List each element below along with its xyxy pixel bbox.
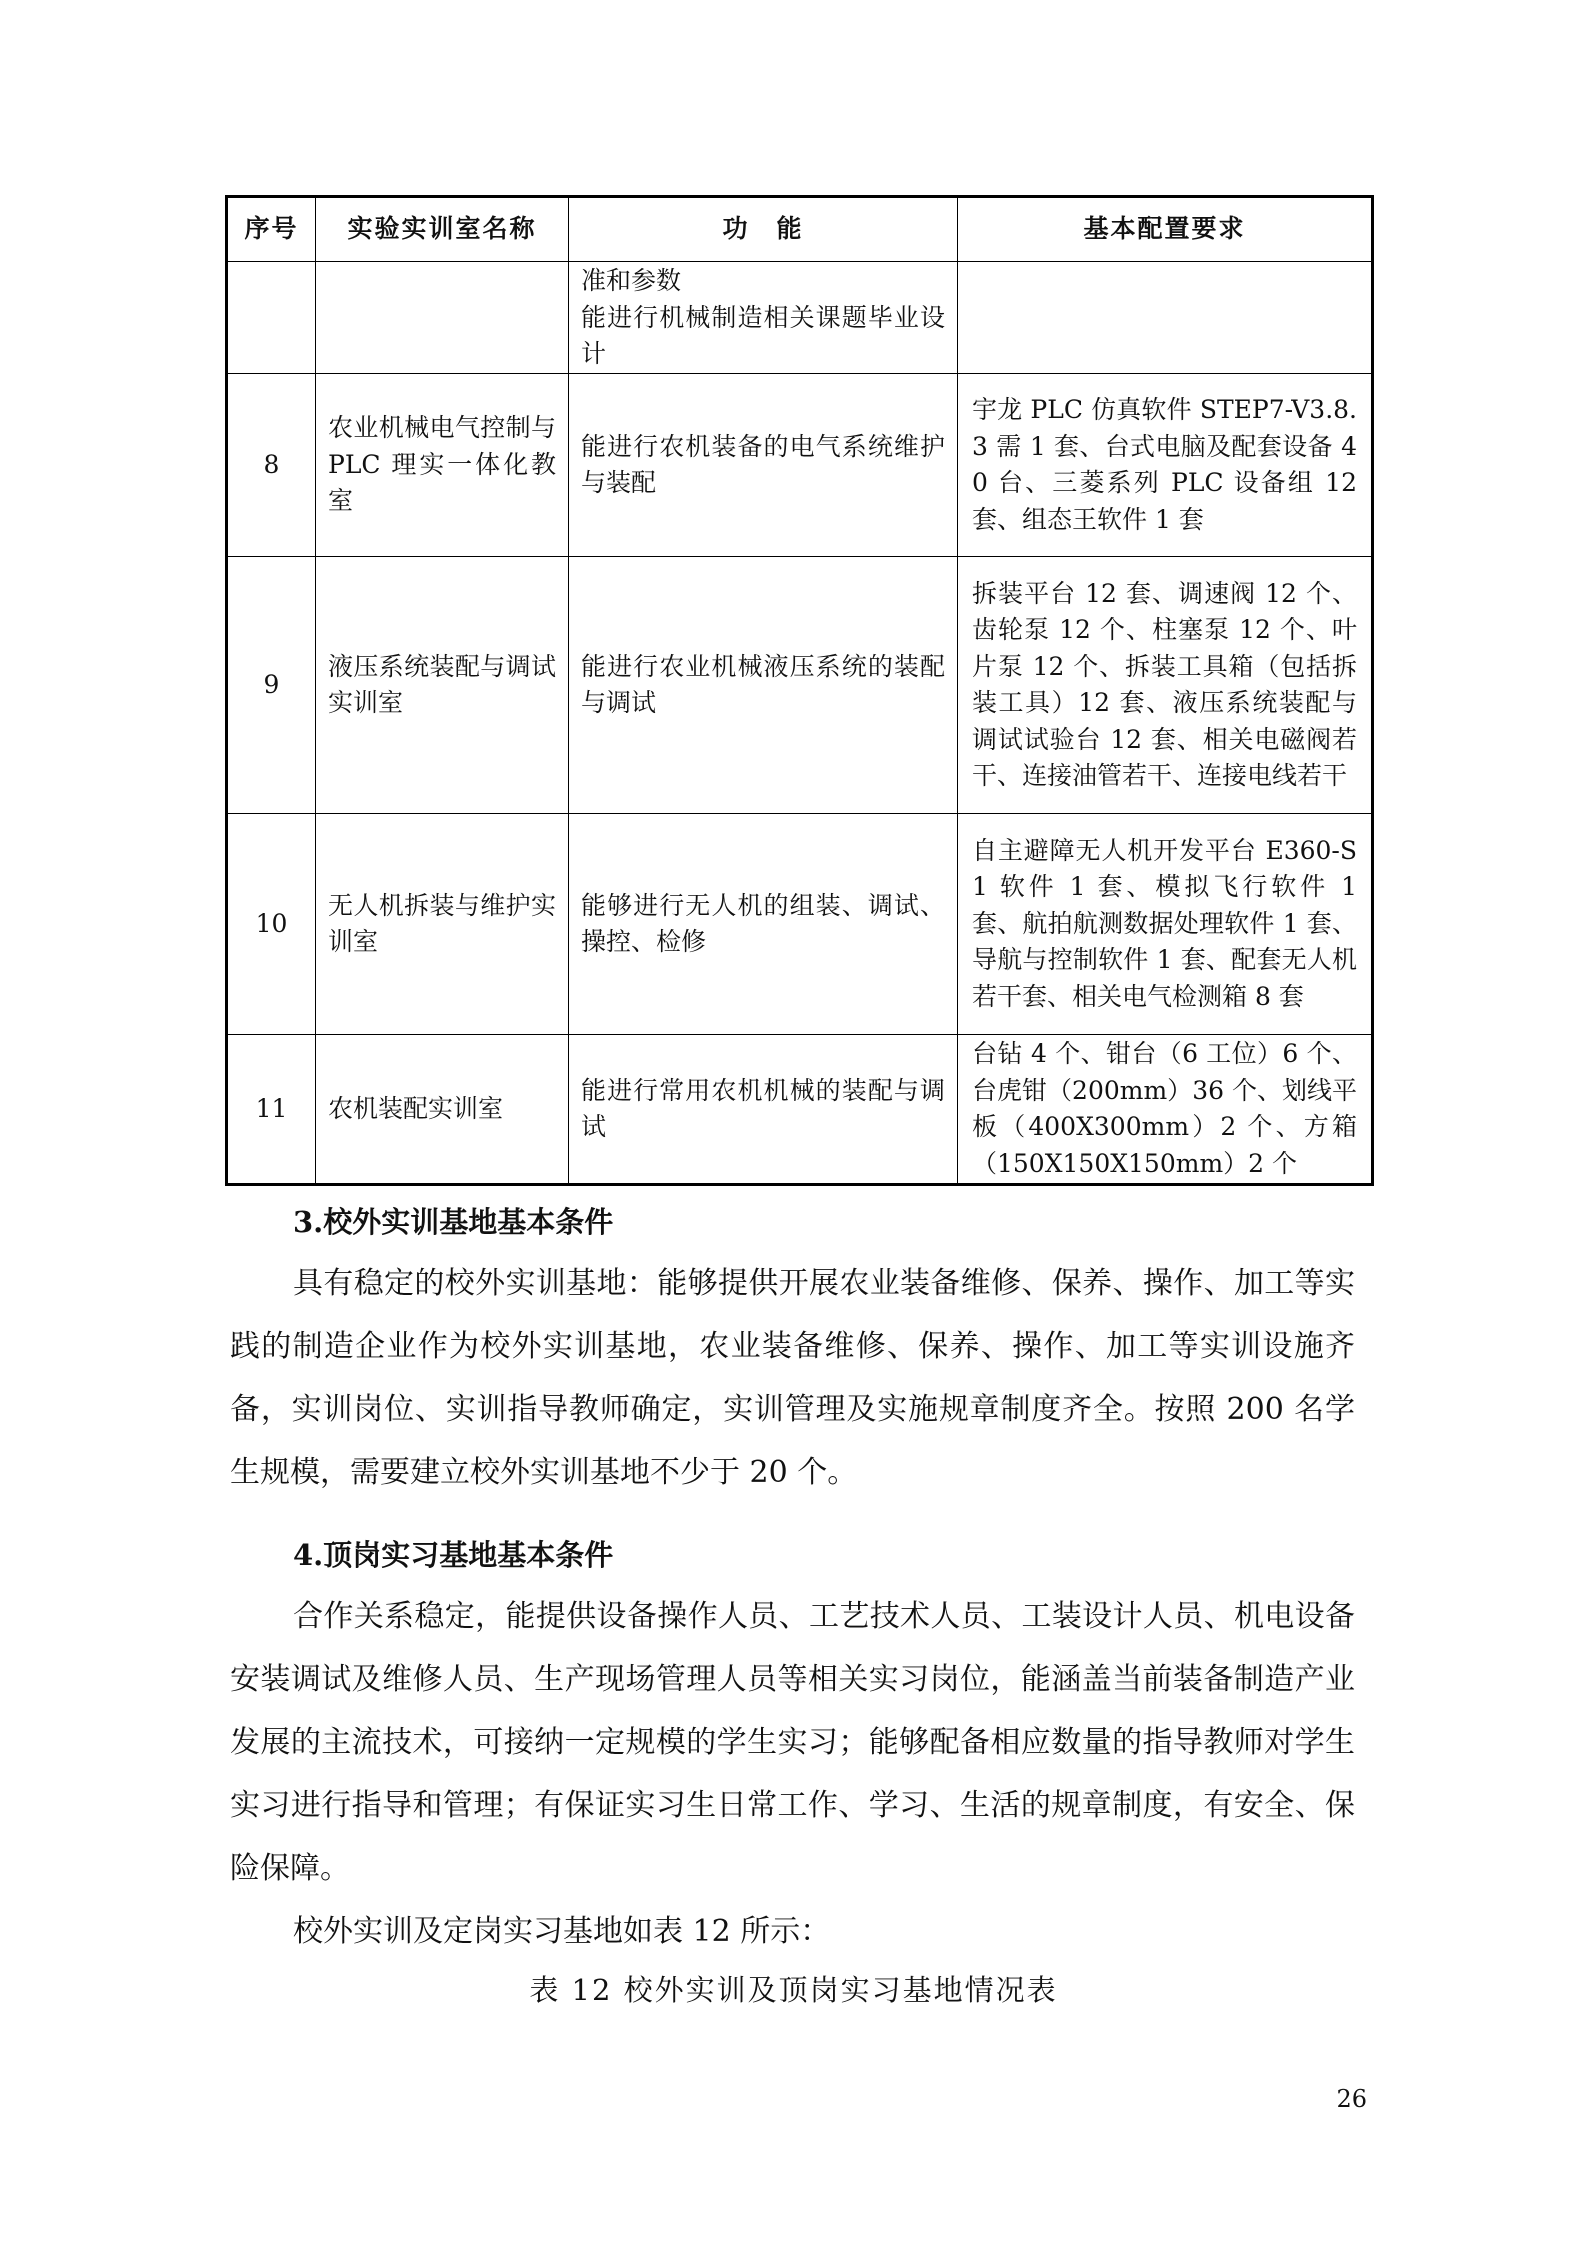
table-intro-line: 校外实训及定岗实习基地如表 12 所示： (293, 1914, 831, 1949)
cell-no: 10 (227, 814, 316, 1035)
cell-config (958, 262, 1373, 374)
cell-no: 11 (227, 1035, 316, 1185)
page-number: 26 (1336, 2085, 1367, 2113)
header-no: 序号 (227, 197, 316, 262)
section-4-paragraph: 合作关系稳定，能提供设备操作人员、工艺技术人员、工装设计人员、机电设备安装调试及维修人员、生产现场管理人员等相关实习岗位，能涵盖当前装备制造产业发展的主流技术，可接纳一定规模的学生实习；能够配备相应数量的指导教师对学生实习进行指导和管理；有保证实习生日常工作、学习、生活的规章制度，有安全、保险保障。 (230, 1599, 1355, 1886)
table-header-row (227, 197, 1373, 262)
cell-no: 8 (227, 374, 316, 557)
cell-name (316, 262, 569, 374)
cell-function: 能够进行无人机的组装、调试、操控、检修 (569, 814, 958, 1035)
cell-config: 宇龙 PLC 仿真软件 STEP7-V3.8.3 需 1 套、台式电脑及配套设备 40 台、三菱系列 PLC 设备组 12 套、组态王软件 1 套 (958, 374, 1373, 557)
cell-config: 拆装平台 12 套、调速阀 12 个、齿轮泵 12 个、柱塞泵 12 个、叶片泵 12 个、拆装工具箱（包括拆装工具）12 套、液压系统装配与调试试验台 12 套、相关电磁阀若干、连接油管若干、连接电线若干 (958, 557, 1373, 814)
cell-function: 能进行常用农机机械的装配与调试 (569, 1035, 958, 1185)
table-row (227, 1035, 1373, 1185)
table-row (227, 262, 1373, 374)
section-3-heading: 3.校外实训基地基本条件 (293, 1205, 614, 1239)
header-config: 基本配置要求 (958, 197, 1373, 262)
table-row (227, 374, 1373, 557)
section-3-paragraph: 具有稳定的校外实训基地：能够提供开展农业装备维修、保养、操作、加工等实践的制造企业作为校外实训基地，农业装备维修、保养、操作、加工等实训设施齐备，实训岗位、实训指导教师确定，实训管理及实施规章制度齐全。按照 200 名学生规模，需要建立校外实训基地不少于 20 个。 (230, 1266, 1355, 1490)
cell-no: 9 (227, 557, 316, 814)
header-function: 功 能 (569, 197, 958, 262)
cell-config: 台钻 4 个、钳台（6 工位）6 个、台虎钳（200mm）36 个、划线平板（400X300mm）2 个、方箱（150X150X150mm）2 个 (958, 1035, 1373, 1185)
cell-name: 农机装配实训室 (316, 1035, 569, 1185)
cell-name: 农业机械电气控制与 PLC 理实一体化教室 (316, 374, 569, 557)
table-row (227, 557, 1373, 814)
cell-function: 能进行农机装备的电气系统维护与装配 (569, 374, 958, 557)
lab-config-table (225, 195, 1374, 1186)
cell-function: 准和参数 能进行机械制造相关课题毕业设计 (569, 262, 958, 374)
header-name: 实验实训室名称 (316, 197, 569, 262)
section-4-heading: 4.顶岗实习基地基本条件 (293, 1538, 614, 1572)
cell-function: 能进行农业机械液压系统的装配与调试 (569, 557, 958, 814)
cell-name: 无人机拆装与维护实训室 (316, 814, 569, 1035)
cell-no (227, 262, 316, 374)
cell-config: 自主避障无人机开发平台 E360-S1 软件 1 套、模拟飞行软件 1 套、航拍航测数据处理软件 1 套、导航与控制软件 1 套、配套无人机若干套、相关电气检测箱 8 套 (958, 814, 1373, 1035)
cell-name: 液压系统装配与调试实训室 (316, 557, 569, 814)
table-row (227, 814, 1373, 1035)
table-caption: 表 12 校外实训及顶岗实习基地情况表 (529, 1973, 1058, 2007)
